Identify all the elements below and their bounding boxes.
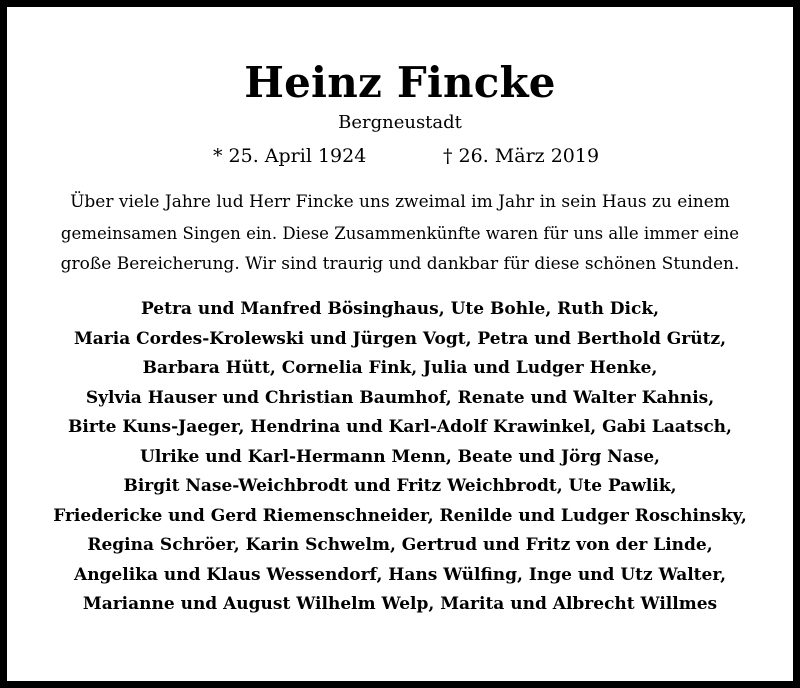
death-date: † 26. März 2019 [443, 145, 600, 167]
signer-line: Sylvia Hauser und Christian Baumhof, Renate und Walter Kahnis, [85, 387, 715, 408]
signer-line: Marianne und August Wilhelm Welp, Marita und Albrecht Willmes [82, 594, 718, 614]
signer-line: Friedericke und Gerd Riemenschneider, Renilde und Ludger Roschinsky, [53, 505, 747, 526]
signer-line: Maria Cordes-Krolewski und Jürgen Vogt, Petra und Berthold Grütz, [73, 328, 727, 349]
message-line: gemeinsamen Singen ein. Diese Zusammenkünfte waren für uns alle immer eine [60, 224, 740, 243]
hometown: Bergneustadt [338, 112, 462, 133]
message-line: große Bereicherung. Wir sind traurig und dankbar für diese schönen Stunden. [60, 254, 740, 274]
signer-line: Barbara Hütt, Cornelia Fink, Julia und Ludger Henke, [142, 358, 658, 378]
tribute-message [57, 187, 743, 280]
signers-list [37, 295, 763, 620]
message-line: Über viele Jahre lud Herr Fincke uns zweimal im Jahr in sein Haus zu einem [70, 192, 730, 212]
signer-line: Angelika und Klaus Wessendorf, Hans Wülfing, Inge und Utz Walter, [74, 564, 726, 585]
birth-date: * 25. April 1924 [213, 145, 367, 167]
signer-line: Ulrike und Karl-Hermann Menn, Beate und Jörg Nase, [140, 446, 660, 467]
signer-line: Petra und Manfred Bösinghaus, Ute Bohle, Ruth Dick, [140, 299, 660, 319]
signer-line: Regina Schröer, Karin Schwelm, Gertrud und Fritz von der Linde, [87, 535, 713, 555]
deceased-name: Heinz Fincke [244, 58, 556, 107]
signer-line: Birte Kuns-Jaeger, Hendrina und Karl-Adolf Krawinkel, Gabi Laatsch, [68, 417, 732, 437]
signer-line: Birgit Nase-Weichbrodt und Fritz Weichbrodt, Ute Pawlik, [123, 476, 677, 496]
life-dates [7, 143, 793, 169]
